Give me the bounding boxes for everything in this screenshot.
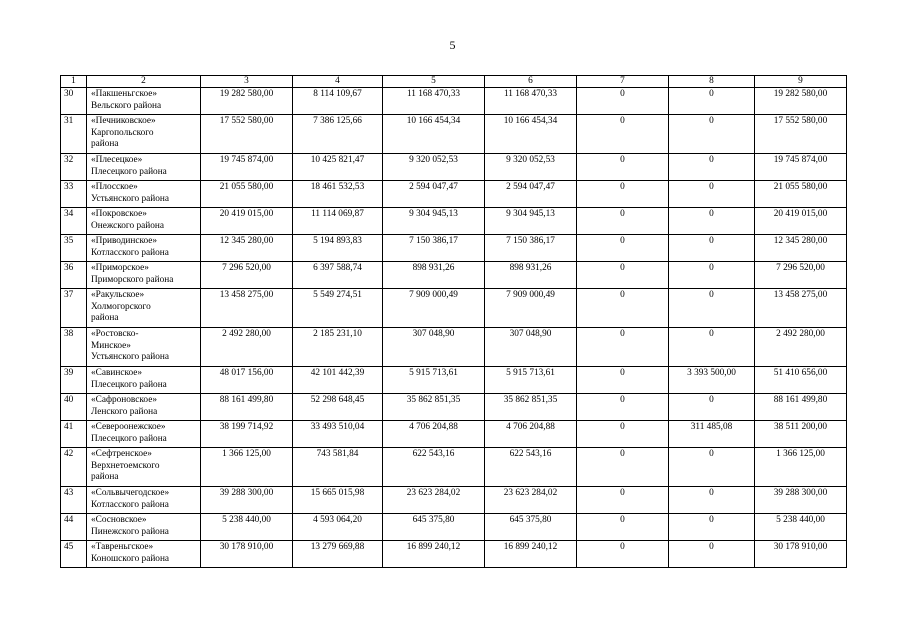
amount-cell-c7: 0 (577, 115, 669, 154)
amount-cell-c8: 3 393 500,00 (669, 367, 755, 394)
row-number: 32 (61, 154, 87, 181)
amount-cell-c9: 19 282 580,00 (755, 88, 847, 115)
row-number: 36 (61, 262, 87, 289)
amount-cell-c3: 30 178 910,00 (201, 541, 293, 568)
amount-cell-c6: 16 899 240,12 (485, 541, 577, 568)
table-header-row (61, 76, 847, 88)
amount-cell-c5: 307 048,90 (383, 328, 485, 367)
amount-cell-c9: 88 161 499,80 (755, 394, 847, 421)
amount-cell-c7: 0 (577, 328, 669, 367)
amount-cell-c7: 0 (577, 487, 669, 514)
amount-cell-c5: 5 915 713,61 (383, 367, 485, 394)
amount-cell-c4: 33 493 510,04 (293, 421, 383, 448)
amount-cell-c6: 898 931,26 (485, 262, 577, 289)
amount-cell-c6: 10 166 454,34 (485, 115, 577, 154)
municipality-name (87, 541, 201, 568)
amount-cell-c9: 12 345 280,00 (755, 235, 847, 262)
amount-cell-c3: 17 552 580,00 (201, 115, 293, 154)
amount-cell-c3: 12 345 280,00 (201, 235, 293, 262)
table-row (61, 541, 847, 568)
amount-cell-c5: 10 166 454,34 (383, 115, 485, 154)
municipality-name-line: «Сафроновское» (91, 395, 157, 405)
table-row (61, 208, 847, 235)
amount-cell-c9: 19 745 874,00 (755, 154, 847, 181)
amount-cell-c8: 0 (669, 115, 755, 154)
amount-cell-c6: 622 543,16 (485, 448, 577, 487)
amount-cell-c7: 0 (577, 235, 669, 262)
amount-cell-c5: 7 909 000,49 (383, 289, 485, 328)
amount-cell-c9: 51 410 656,00 (755, 367, 847, 394)
header-cell: 6 (485, 76, 577, 88)
municipality-name-line: «Сефтренское» (91, 449, 152, 459)
amount-cell-c9: 38 511 200,00 (755, 421, 847, 448)
amount-cell-c6: 7 150 386,17 (485, 235, 577, 262)
municipality-name-line: «Савинское» (91, 368, 143, 378)
amount-cell-c4: 6 397 588,74 (293, 262, 383, 289)
amount-cell-c7: 0 (577, 88, 669, 115)
amount-cell-c6: 5 915 713,61 (485, 367, 577, 394)
amount-cell-c3: 19 745 874,00 (201, 154, 293, 181)
municipality-name (87, 367, 201, 394)
amount-cell-c3: 20 419 015,00 (201, 208, 293, 235)
amount-cell-c3: 38 199 714,92 (201, 421, 293, 448)
municipality-name (87, 154, 201, 181)
table-row (61, 154, 847, 181)
municipality-name-line: Ленского района (91, 406, 158, 417)
municipality-name-line: «Покровское» (91, 209, 147, 219)
municipality-name-line: района (91, 313, 119, 323)
amount-cell-c4: 743 581,84 (293, 448, 383, 487)
row-number: 41 (61, 421, 87, 448)
header-cell: 5 (383, 76, 485, 88)
row-number: 33 (61, 181, 87, 208)
amount-cell-c5: 9 304 945,13 (383, 208, 485, 235)
amount-cell-c4: 15 665 015,98 (293, 487, 383, 514)
municipality-name (87, 514, 201, 541)
amount-cell-c4: 52 298 648,45 (293, 394, 383, 421)
municipality-name-line: Приморского района (91, 274, 174, 285)
amount-cell-c5: 898 931,26 (383, 262, 485, 289)
municipality-name-line: Котласского района (91, 499, 169, 510)
header-cell: 3 (201, 76, 293, 88)
amount-cell-c5: 622 543,16 (383, 448, 485, 487)
municipality-name-line: «Плесецкое» (91, 155, 143, 165)
amount-cell-c9: 2 492 280,00 (755, 328, 847, 367)
amount-cell-c6: 35 862 851,35 (485, 394, 577, 421)
amount-cell-c8: 0 (669, 514, 755, 541)
amount-cell-c8: 0 (669, 487, 755, 514)
municipality-name-line: Коношского района (91, 553, 170, 564)
header-cell: 8 (669, 76, 755, 88)
table-row (61, 235, 847, 262)
municipality-name (87, 115, 201, 154)
amount-cell-c5: 7 150 386,17 (383, 235, 485, 262)
amount-cell-c3: 39 288 300,00 (201, 487, 293, 514)
municipality-name-line: «Приводинское» (91, 236, 158, 246)
amount-cell-c4: 5 549 274,51 (293, 289, 383, 328)
amount-cell-c9: 5 238 440,00 (755, 514, 847, 541)
amount-cell-c9: 30 178 910,00 (755, 541, 847, 568)
table-row (61, 421, 847, 448)
municipality-name-line: Плесецкого района (91, 433, 167, 444)
row-number: 31 (61, 115, 87, 154)
row-number: 34 (61, 208, 87, 235)
amount-cell-c8: 0 (669, 181, 755, 208)
amount-cell-c8: 0 (669, 235, 755, 262)
amount-cell-c3: 5 238 440,00 (201, 514, 293, 541)
municipality-name (87, 487, 201, 514)
municipality-name-line: Плесецкого района (91, 166, 167, 177)
row-number: 42 (61, 448, 87, 487)
header-cell: 9 (755, 76, 847, 88)
header-cell: 1 (61, 76, 87, 88)
municipality-name-line: Минское» (91, 340, 131, 351)
table-row (61, 262, 847, 289)
amount-cell-c5: 645 375,80 (383, 514, 485, 541)
amount-cell-c7: 0 (577, 154, 669, 181)
amount-cell-c4: 4 593 064,20 (293, 514, 383, 541)
amount-cell-c7: 0 (577, 421, 669, 448)
amount-cell-c4: 5 194 893,83 (293, 235, 383, 262)
municipality-name-line: Котласского района (91, 247, 169, 258)
table-row (61, 115, 847, 154)
row-number: 37 (61, 289, 87, 328)
amount-cell-c6: 307 048,90 (485, 328, 577, 367)
amount-cell-c4: 42 101 442,39 (293, 367, 383, 394)
amount-cell-c9: 39 288 300,00 (755, 487, 847, 514)
amount-cell-c6: 7 909 000,49 (485, 289, 577, 328)
amount-cell-c8: 0 (669, 541, 755, 568)
amount-cell-c3: 19 282 580,00 (201, 88, 293, 115)
municipality-name-line: Вельского района (91, 100, 162, 111)
municipality-name-line: «Пакшеньгское» (91, 89, 158, 99)
municipality-name-line: Устьянского района (91, 352, 170, 362)
table-row (61, 289, 847, 328)
amount-cell-c7: 0 (577, 367, 669, 394)
table-row (61, 487, 847, 514)
row-number: 35 (61, 235, 87, 262)
table-row (61, 367, 847, 394)
municipality-name (87, 421, 201, 448)
amount-cell-c8: 0 (669, 88, 755, 115)
amount-cell-c8: 0 (669, 262, 755, 289)
amount-cell-c6: 645 375,80 (485, 514, 577, 541)
amount-cell-c3: 1 366 125,00 (201, 448, 293, 487)
row-number: 43 (61, 487, 87, 514)
amount-cell-c7: 0 (577, 514, 669, 541)
header-cell: 7 (577, 76, 669, 88)
amount-cell-c9: 20 419 015,00 (755, 208, 847, 235)
amount-cell-c4: 10 425 821,47 (293, 154, 383, 181)
amount-cell-c5: 2 594 047,47 (383, 181, 485, 208)
table-row (61, 328, 847, 367)
amount-cell-c5: 11 168 470,33 (383, 88, 485, 115)
amount-cell-c5: 35 862 851,35 (383, 394, 485, 421)
amount-cell-c7: 0 (577, 181, 669, 208)
amount-cell-c3: 2 492 280,00 (201, 328, 293, 367)
municipality-name-line: «Североонежское» (91, 422, 166, 432)
municipality-name-line: района (91, 472, 119, 482)
amount-cell-c6: 2 594 047,47 (485, 181, 577, 208)
amount-cell-c8: 0 (669, 208, 755, 235)
municipality-name (87, 328, 201, 367)
amount-cell-c9: 1 366 125,00 (755, 448, 847, 487)
amount-cell-c5: 9 320 052,53 (383, 154, 485, 181)
table-row (61, 394, 847, 421)
amount-cell-c9: 7 296 520,00 (755, 262, 847, 289)
municipality-name (87, 448, 201, 487)
row-number: 38 (61, 328, 87, 367)
header-cell: 2 (87, 76, 201, 88)
municipality-name (87, 88, 201, 115)
amount-cell-c4: 18 461 532,53 (293, 181, 383, 208)
amount-cell-c8: 311 485,08 (669, 421, 755, 448)
municipality-name-line: «Сольвычегодское» (91, 488, 170, 498)
row-number: 40 (61, 394, 87, 421)
amount-cell-c8: 0 (669, 328, 755, 367)
amount-cell-c4: 8 114 109,67 (293, 88, 383, 115)
amount-cell-c8: 0 (669, 448, 755, 487)
amount-cell-c7: 0 (577, 541, 669, 568)
municipality-name (87, 262, 201, 289)
amount-cell-c5: 4 706 204,88 (383, 421, 485, 448)
amount-cell-c7: 0 (577, 289, 669, 328)
amount-cell-c3: 88 161 499,80 (201, 394, 293, 421)
table-row (61, 181, 847, 208)
amount-cell-c5: 16 899 240,12 (383, 541, 485, 568)
municipality-name-line: «Плосское» (91, 182, 138, 192)
amount-cell-c4: 11 114 069,87 (293, 208, 383, 235)
municipality-name-line: Верхнетоемского (91, 460, 160, 471)
municipality-name (87, 208, 201, 235)
amount-cell-c9: 17 552 580,00 (755, 115, 847, 154)
amount-cell-c6: 9 304 945,13 (485, 208, 577, 235)
amount-cell-c7: 0 (577, 208, 669, 235)
amount-cell-c6: 9 320 052,53 (485, 154, 577, 181)
municipality-name-line: «Ростовско- (91, 329, 139, 339)
municipality-name-line: «Ракульское» (91, 290, 145, 300)
municipality-name-line: «Тавреньгское» (91, 542, 154, 552)
amount-cell-c8: 0 (669, 154, 755, 181)
row-number: 39 (61, 367, 87, 394)
amount-cell-c7: 0 (577, 448, 669, 487)
table-row (61, 448, 847, 487)
amount-cell-c4: 7 386 125,66 (293, 115, 383, 154)
amount-cell-c4: 2 185 231,10 (293, 328, 383, 367)
amount-cell-c3: 7 296 520,00 (201, 262, 293, 289)
amount-cell-c7: 0 (577, 394, 669, 421)
amount-cell-c7: 0 (577, 262, 669, 289)
municipality-name-line: Пинежского района (91, 526, 169, 537)
municipality-name (87, 289, 201, 328)
page-number: 5 (449, 38, 456, 52)
municipality-name-line: «Печниковское» (91, 116, 156, 126)
municipality-name (87, 181, 201, 208)
amount-cell-c6: 4 706 204,88 (485, 421, 577, 448)
budget-table (60, 75, 847, 568)
amount-cell-c5: 23 623 284,02 (383, 487, 485, 514)
header-cell: 4 (293, 76, 383, 88)
municipality-name (87, 394, 201, 421)
municipality-name-line: Плесецкого района (91, 379, 167, 390)
amount-cell-c9: 21 055 580,00 (755, 181, 847, 208)
municipality-name (87, 235, 201, 262)
municipality-name-line: Холмогорского (91, 301, 151, 312)
row-number: 30 (61, 88, 87, 115)
amount-cell-c3: 48 017 156,00 (201, 367, 293, 394)
amount-cell-c3: 13 458 275,00 (201, 289, 293, 328)
table-body (61, 76, 847, 568)
municipality-name-line: Каргопольского (91, 127, 154, 138)
table-row (61, 88, 847, 115)
amount-cell-c6: 11 168 470,33 (485, 88, 577, 115)
amount-cell-c9: 13 458 275,00 (755, 289, 847, 328)
municipality-name-line: Устьянского района (91, 193, 170, 204)
row-number: 44 (61, 514, 87, 541)
municipality-name-line: района (91, 139, 119, 149)
amount-cell-c4: 13 279 669,88 (293, 541, 383, 568)
row-number: 45 (61, 541, 87, 568)
amount-cell-c3: 21 055 580,00 (201, 181, 293, 208)
table-row (61, 514, 847, 541)
amount-cell-c6: 23 623 284,02 (485, 487, 577, 514)
municipality-name-line: «Приморское» (91, 263, 149, 273)
municipality-name-line: Онежского района (91, 220, 164, 231)
amount-cell-c8: 0 (669, 394, 755, 421)
municipality-name-line: «Сосновское» (91, 515, 147, 525)
amount-cell-c8: 0 (669, 289, 755, 328)
